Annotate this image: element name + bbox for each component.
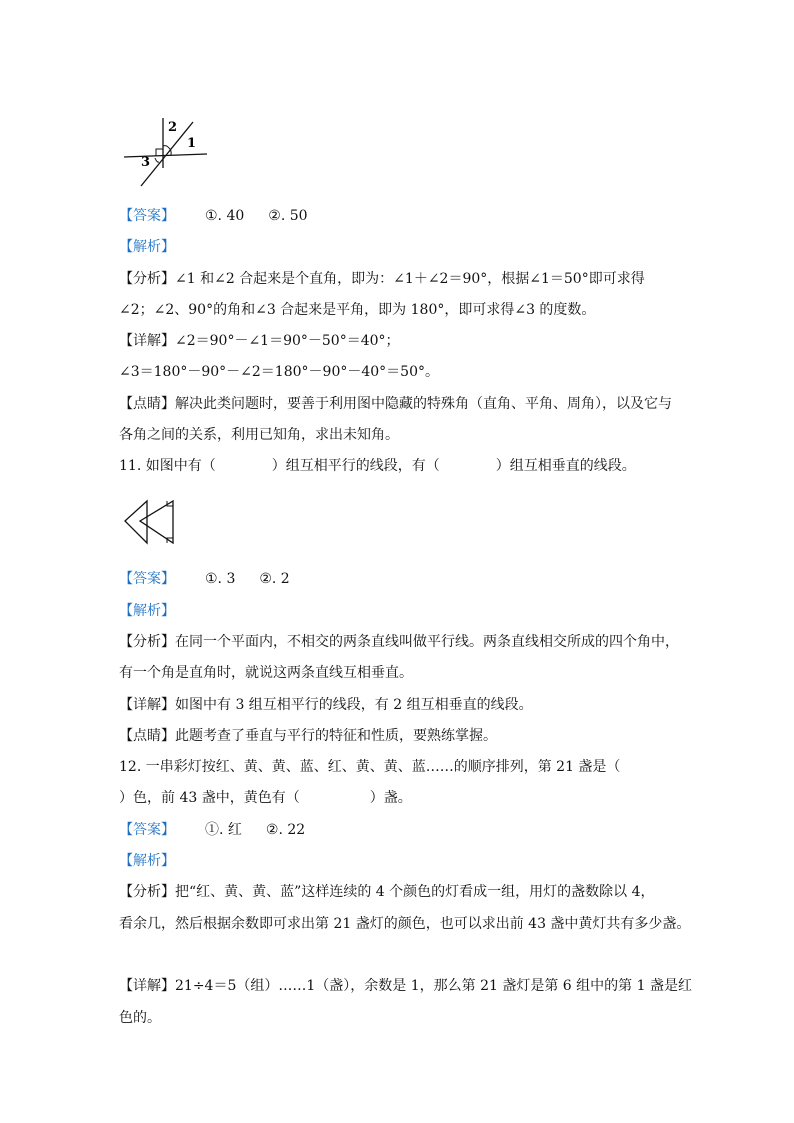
q12-fenxi-1 [119, 882, 654, 902]
q11-answer-line [119, 569, 290, 589]
q12-xiangjie-1 [119, 976, 692, 996]
q10-fenxi-2: ∠2；∠2、90°的角和∠3 合起来是平角，即为 180°，即可求得∠3 的度数。 [119, 302, 596, 318]
angle-label-1: 1 [187, 136, 197, 151]
q11-xiangjie-1 [119, 695, 533, 715]
angle-arc-3 [155, 158, 159, 162]
q12-fenxi-2: 看余几，然后根据余数即可求出第 21 盏灯的颜色，也可以求出前 43 盏中黄灯共有多少盏。 [119, 916, 691, 932]
dianjing-tag: 【点睛】 [119, 396, 175, 412]
angle-label-2: 2 [168, 120, 178, 135]
q10-dianjing-2: 各角之间的关系，利用已知角，求出未知角。 [119, 427, 399, 443]
q11-analysis-tag: 【解析】 [119, 603, 175, 619]
q10-dianjing-1 [119, 394, 672, 414]
triangle-right [140, 501, 173, 543]
q12-analysis-tag: 【解析】 [119, 853, 175, 869]
xiangjie-tag: 【详解】 [119, 697, 175, 713]
answer-1: ①. 40 [205, 208, 245, 224]
q10-answer-line [119, 206, 308, 226]
angle-figure [119, 112, 214, 190]
triangle-left [125, 501, 147, 543]
fenxi-tag: 【分析】 [119, 634, 175, 650]
answer-tag: 【答案】 [119, 208, 175, 224]
q12-answer-line [119, 820, 305, 840]
q10-xiangjie-1 [119, 331, 400, 351]
dianjing-tag: 【点睛】 [119, 728, 175, 744]
answer-2: ②. 50 [268, 208, 308, 224]
answer-1: ①. 3 [205, 571, 236, 587]
angle-arc-2 [163, 146, 168, 147]
answer-tag: 【答案】 [119, 822, 175, 838]
q11-dianjing-1 [119, 726, 497, 746]
fenxi-text: 在同一个平面内，不相交的两条直线叫做平行线。两条直线相交所成的四个角中， [175, 634, 679, 650]
q12-xiangjie-2: 色的。 [119, 1010, 161, 1026]
q12-question-1: 12. 一串彩灯按红、黄、黄、蓝、红、黄、黄、蓝……的顺序排列，第 21 盏是（ [119, 759, 621, 775]
triangles-figure [119, 497, 181, 549]
q11-fenxi-2: 有一个角是直角时，就说这两条直线互相垂直。 [119, 665, 413, 681]
xiangjie-tag: 【详解】 [119, 978, 175, 994]
q10-xiangjie-2: ∠3＝180°－90°－∠2＝180°－90°－40°＝50°。 [119, 364, 439, 380]
angle-label-3: 3 [141, 155, 151, 170]
answer-1: ①. 红 [205, 822, 242, 838]
xiangjie-text: ∠2＝90°－∠1＝90°－50°＝40°； [175, 333, 400, 349]
dianjing-text: 此题考查了垂直与平行的特征和性质，要熟练掌握。 [175, 728, 497, 744]
answer-tag: 【答案】 [119, 571, 175, 587]
dianjing-text: 解决此类问题时，要善于利用图中隐藏的特殊角（直角、平角、周角），以及它与 [175, 396, 672, 412]
q12-question-2: ）色，前 43 盏中，黄色有（ ）盏。 [119, 790, 412, 806]
answer-2: ②. 22 [265, 822, 306, 838]
q10-fenxi-1 [119, 269, 645, 289]
fenxi-text: ∠1 和∠2 合起来是个直角，即为：∠1＋∠2＝90°，根据∠1＝50°即可求得 [175, 271, 645, 287]
q10-analysis-tag: 【解析】 [119, 239, 175, 255]
fenxi-text: 把“红、黄、黄、蓝”这样连续的 4 个颜色的灯看成一组，用灯的盏数除以 4， [175, 884, 655, 900]
right-angle-mark [156, 149, 163, 156]
fenxi-tag: 【分析】 [119, 884, 175, 900]
xiangjie-text: 21÷4＝5（组）……1（盏），余数是 1，那么第 21 盏灯是第 6 组中的第 1 盏是红 [175, 978, 692, 994]
fenxi-tag: 【分析】 [119, 271, 175, 287]
q11-fenxi-1 [119, 632, 679, 652]
q11-question: 11. 如图中有（ ）组互相平行的线段，有（ ）组互相垂直的线段。 [119, 458, 636, 474]
xiangjie-text: 如图中有 3 组互相平行的线段，有 2 组互相垂直的线段。 [175, 697, 533, 713]
answer-2: ②. 2 [259, 571, 290, 587]
xiangjie-tag: 【详解】 [119, 333, 175, 349]
slanted-line [141, 122, 193, 186]
